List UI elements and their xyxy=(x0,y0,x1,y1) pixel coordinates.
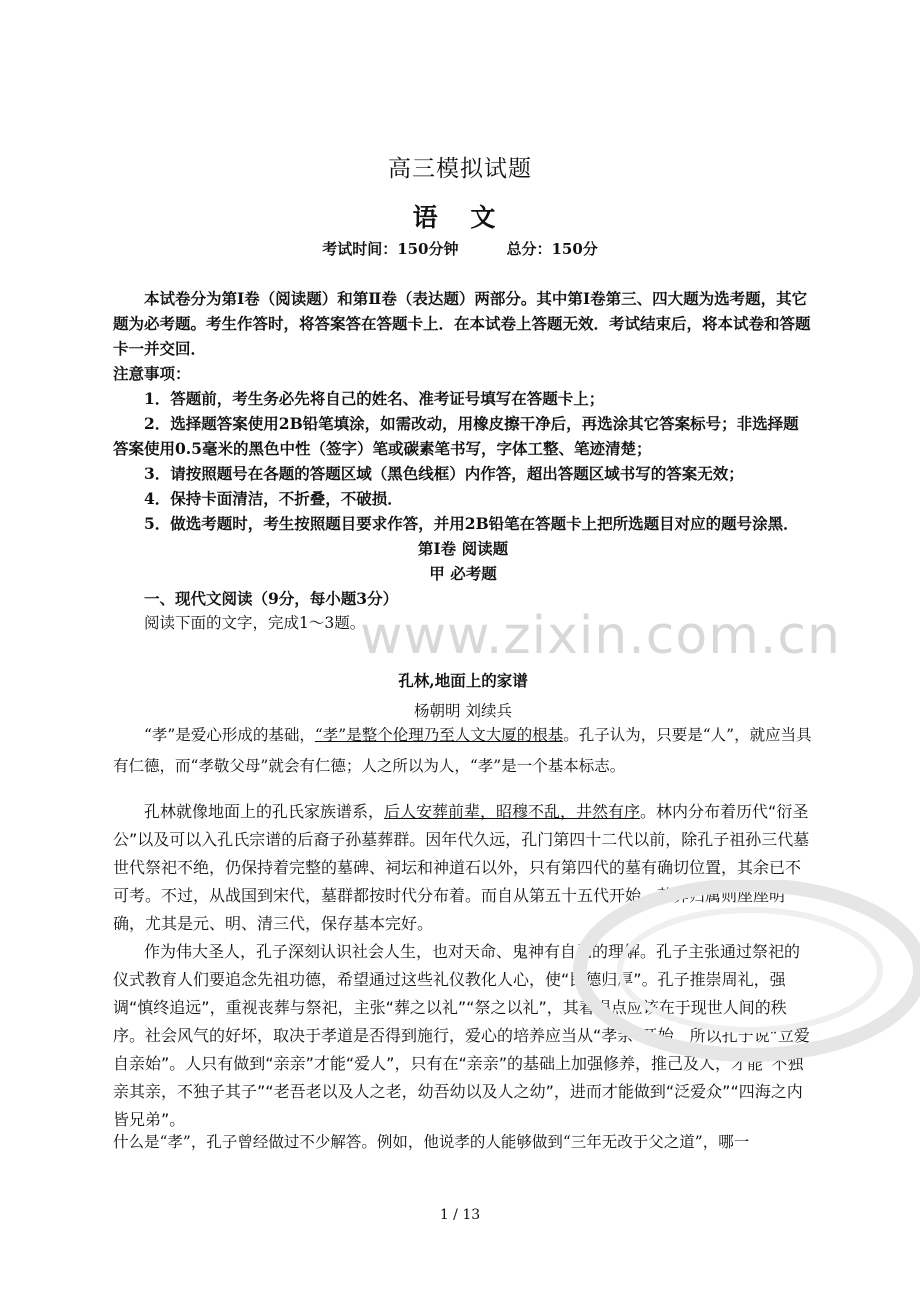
exam-meta xyxy=(0,238,920,259)
subject-label: 语 文 xyxy=(412,203,508,232)
notice-item: 4．保持卡面清洁，不折叠，不破损． xyxy=(144,489,403,508)
question-instruction: 阅读下面的文字，完成1～3题。 xyxy=(144,614,366,632)
notice-item: 2．选择题答案使用2B铅笔填涂，如需改动，用橡皮擦干净后，再选涂其它答案标号；非选择题答案使用0.5毫米的黑色中性（签字）笔或碳素笔书写，字体工整、笔迹清楚； xyxy=(113,414,799,458)
notice-heading: 注意事项： xyxy=(113,364,191,383)
article-paragraph-4 xyxy=(113,1128,813,1156)
notice-item: 3．请按照题号在各题的答题区域（黑色线框）内作答，超出答题区域书写的答案无效； xyxy=(144,464,744,483)
faded-seal-stamp xyxy=(560,880,920,1080)
p1-end: 。孔子认为，只要是“人”，就应当具有仁德，而“孝敬父母”就会有仁德；人之所以为人，“孝”是一个基本标志。 xyxy=(113,726,812,775)
p4-text: 什么是“孝”，孔子曾经做过不少解答。例如，他说孝的人能够做到“三年无改于父之道”，哪一 xyxy=(113,1133,750,1151)
instructions-block xyxy=(113,286,813,636)
p2-end: 。林内分布着历代“衍圣公”以及可以入孔氏宗谱的后裔子孙墓葬群。因年代久远，孔门第四十二代以前，除孔子祖孙三代墓世代祭祀不绝，仍保持着完整的墓碑、祠坛和神道石以外，只有第四代的墓有确切位置，其余已不可考。不过，从战国到宋代，墓群都按时代分布着。而自从第五十五代开始，墓葬归属则座座明确，尤其是元、明、清三代，保存基本完好。 xyxy=(113,802,810,933)
part-heading: 甲 必考题 xyxy=(429,564,497,583)
watermark: www.zixin.com.cn xyxy=(360,606,841,666)
article-paragraph-3: 作为伟大圣人，孔子深刻认识社会人生，也对天命、鬼神有自己的理解。孔子主张通过祭祀的仪式教育人们要追念先祖功德，希望通过这些礼仪教化人心，使“民德归厚”。孔子推崇周礼，强调“慎终追远”，重视丧葬与祭祀，主张“葬之以礼”“祭之以礼”，其着眼点应该在于现世人间的秩序。社会风气的好坏，取决于孝道是否得到施行，爱心的培养应当从“孝亲”开始，所以孔子说“立爱自亲始”。人只有做到“亲亲”才能“爱人”，只有在“亲亲”的基础上加强修养，推己及人，才能“不独亲其亲，不独子其子”“老吾老以及人之老，幼吾幼以及人之幼”，进而才能做到“泛爱众”“四海之内皆兄弟”。 xyxy=(113,942,810,1129)
p2-start: 孔林就像地面上的孔氏家族谱系， xyxy=(144,802,385,821)
notice-item: 5．做选考题时，考生按照题目要求作答，并用2B铅笔在答题卡上把所选题目对应的题号涂黑． xyxy=(144,514,799,533)
p2-underlined: 后人安葬前辈，昭穆不乱，井然有序 xyxy=(384,802,641,821)
page-number: 1 / 13 xyxy=(439,1207,481,1223)
article-paragraph-1 xyxy=(113,720,813,782)
p1-start: “孝”是爱心形成的基础， xyxy=(144,726,315,744)
exam-title: 高三模拟试题 xyxy=(388,156,532,182)
exam-time: 考试时间：150分钟 xyxy=(322,240,459,258)
volume-heading: 第Ⅰ卷 阅读题 xyxy=(417,539,509,558)
article-authors: 杨朝明 刘续兵 xyxy=(414,702,512,720)
article-title: 孔林,地面上的家谱 xyxy=(398,671,528,690)
question-heading: 一、现代文阅读（9分，每小题3分） xyxy=(144,589,399,608)
notice-item: 1．答题前，考生务必先将自己的姓名、准考证号填写在答题卡上； xyxy=(144,389,605,408)
exam-score: 总分：150分 xyxy=(506,240,598,258)
subject-title xyxy=(0,198,920,234)
p1-underlined: “孝”是整个伦理乃至人文大厦的根基 xyxy=(314,726,564,744)
article-head xyxy=(113,666,813,726)
intro-paragraph: 本试卷分为第Ⅰ卷（阅读题）和第Ⅱ卷（表达题）两部分。其中第Ⅰ卷第三、四大题为选考题，其它题为必考题。考生作答时，将答案答在答题卡上．在本试卷上答题无效．考试结束后，将本试卷和答题卡一并交回． xyxy=(113,289,811,358)
